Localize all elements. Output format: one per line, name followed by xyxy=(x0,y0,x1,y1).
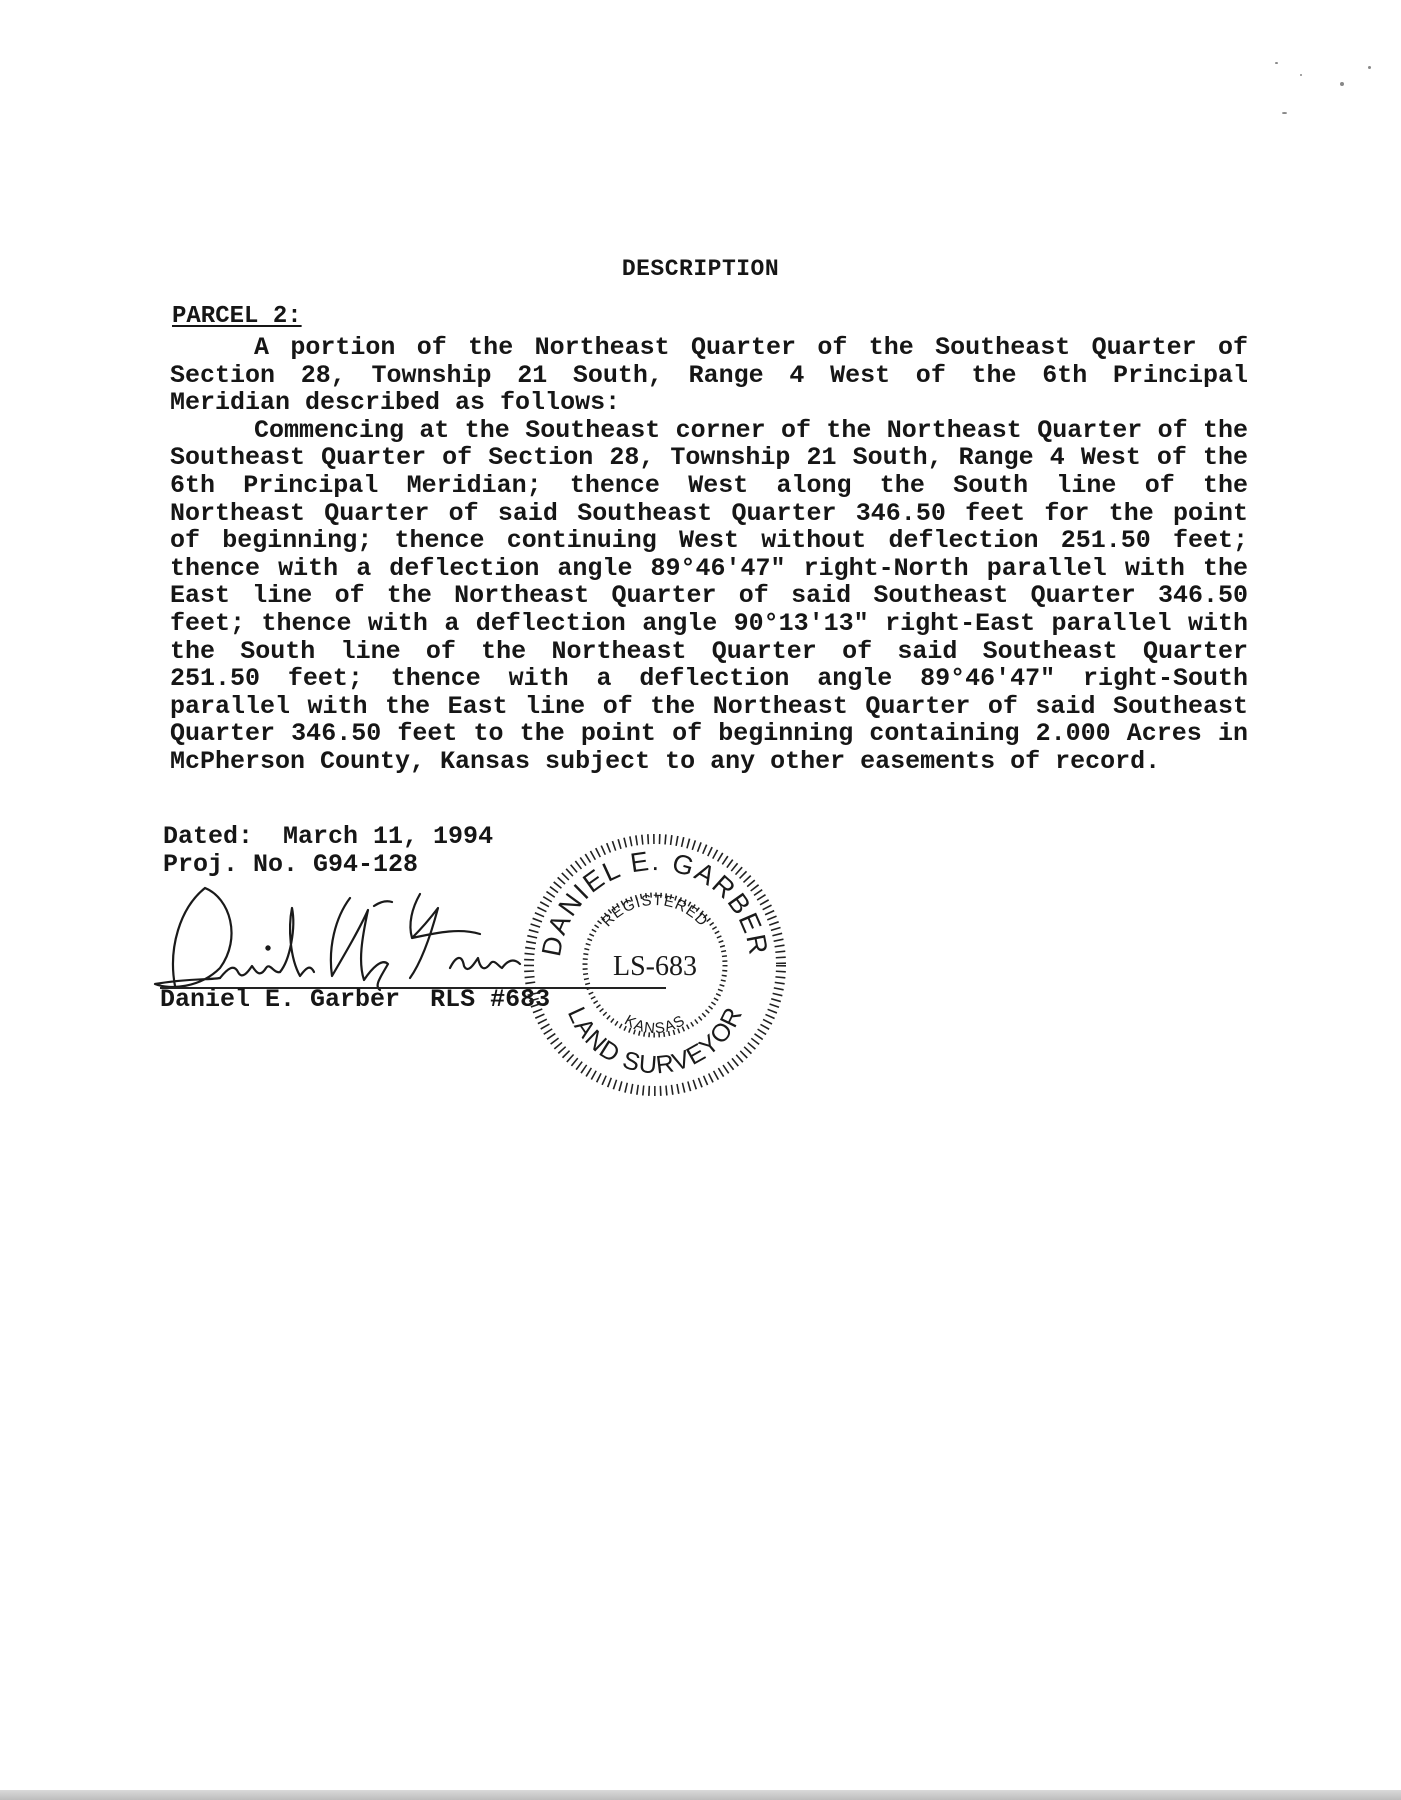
description-paragraph-intro: A portion of the Northeast Quarter of the Southeast Quarter of Section 28, Township 21 South, Range 4 West of the 6th Principal Meridian described as follows: xyxy=(170,333,1248,418)
project-number-label: Proj. No. xyxy=(163,850,299,879)
scan-speck xyxy=(1275,62,1278,64)
scan-speck xyxy=(1282,112,1287,114)
dated-value: March 11, 1994 xyxy=(283,822,494,851)
description-paragraph-metes-bounds: Commencing at the Southeast corner of the Northeast Quarter of the Southeast Quarter of Section 28, Township 21 South, Range 4 West of the 6th Principal Meridian; thence West along the South line of the Northeast Quarter of said Southeast Quarter 346.50 feet for the point of beginning; thence continuing West without deflection 251.50 feet; thence with a deflection angle 89°46'47" right-North parallel with the East line of the Northeast Quarter of said Southeast Quarter 346.50 feet; thence with a deflection angle 90°13'13" right-East parallel with the South line of the Northeast Quarter of said Southeast Quarter 251.50 feet; thence with a deflection angle 89°46'47" right-South parallel with the East line of the Northeast Quarter of said Southeast Quarter 346.50 feet to the point of beginning containing 2.000 Acres in McPherson County, Kansas subject to any other easements of record. xyxy=(170,415,1248,776)
signer-name: Daniel E. Garber xyxy=(160,985,401,1014)
signer-license: RLS #683 xyxy=(430,985,551,1014)
svg-text:KANSAS xyxy=(622,1012,689,1038)
seal-license: LS-683 xyxy=(613,951,697,982)
project-number-value: G94-128 xyxy=(313,850,419,879)
seal-name: DANIEL E. GARBER xyxy=(536,845,774,959)
surveyor-seal xyxy=(520,830,790,1100)
svg-text:LAND SURVEYOR xyxy=(562,1002,748,1079)
scan-speck xyxy=(1300,74,1302,76)
legal-description xyxy=(170,334,1248,776)
scan-speck xyxy=(1340,82,1344,86)
svg-text:REGISTERED xyxy=(599,892,712,930)
scan-speck xyxy=(1368,66,1371,69)
dated-label: Dated: xyxy=(163,822,254,851)
seal-title: LAND SURVEYOR xyxy=(561,1002,749,1080)
seal-state: KANSAS xyxy=(621,1011,689,1038)
scan-bottom-edge xyxy=(0,1790,1401,1800)
seal-registered: REGISTERED xyxy=(598,891,712,931)
parcel-label: PARCEL 2: xyxy=(172,303,302,330)
signer-line xyxy=(160,985,550,1014)
document-heading: DESCRIPTION xyxy=(621,256,780,282)
